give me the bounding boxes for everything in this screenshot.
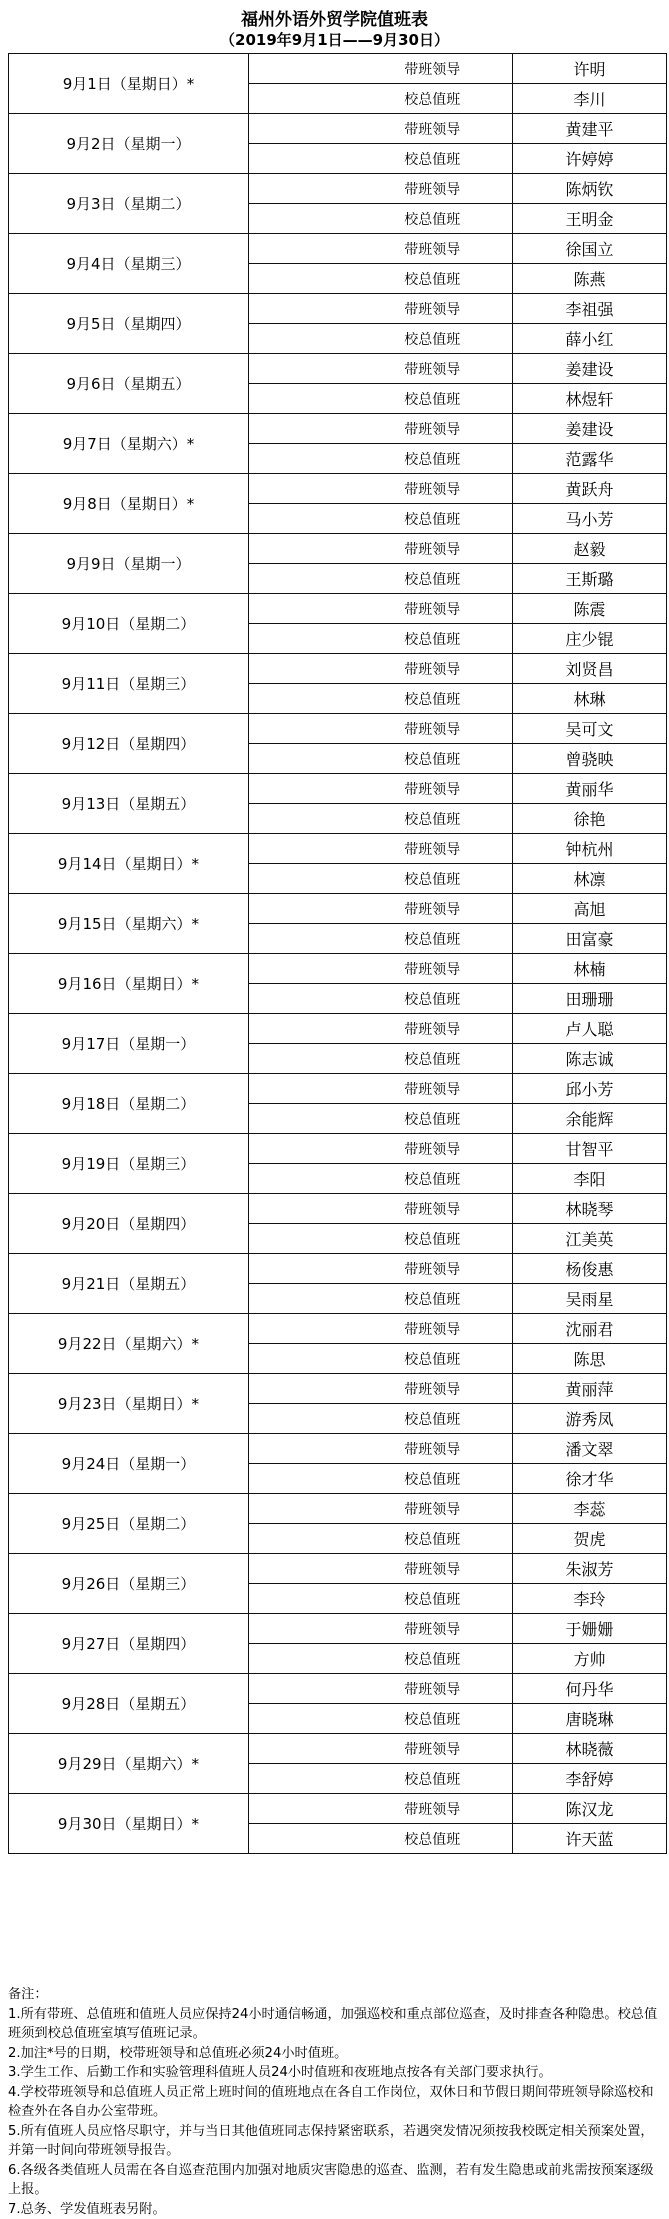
note-item: 6.各级各类值班人员需在各自巡查范围内加强对地质灾害隐患的巡查、监测，若有发生隐患或前兆需按预案逐级上报。 <box>8 2161 662 2200</box>
duty-row-lead <box>9 594 667 624</box>
role-cell-lead: 带班领导 <box>353 1194 513 1224</box>
lead-name-cell: 徐国立 <box>513 234 667 264</box>
role-cell-lead: 带班领导 <box>353 594 513 624</box>
role-cell-lead: 带班领导 <box>353 1734 513 1764</box>
duty-row-lead <box>9 774 667 804</box>
notes-heading: 备注： <box>8 1985 662 2005</box>
date-cell: 9月3日（星期二） <box>9 174 249 234</box>
spacer-cell <box>249 1344 353 1374</box>
role-cell-duty: 校总值班 <box>353 1524 513 1554</box>
role-cell-duty: 校总值班 <box>353 1044 513 1074</box>
lead-name-cell: 陈炳钦 <box>513 174 667 204</box>
duty-name-cell: 李玲 <box>513 1584 667 1614</box>
role-cell-lead: 带班领导 <box>353 894 513 924</box>
duty-name-cell: 徐艳 <box>513 804 667 834</box>
duty-row-lead <box>9 1434 667 1464</box>
date-cell: 9月11日（星期三） <box>9 654 249 714</box>
spacer-cell <box>249 924 353 954</box>
role-cell-lead: 带班领导 <box>353 294 513 324</box>
duty-name-cell: 许天蓝 <box>513 1824 667 1854</box>
spacer-cell <box>249 594 353 624</box>
duty-name-cell: 李川 <box>513 84 667 114</box>
role-cell-lead: 带班领导 <box>353 834 513 864</box>
lead-name-cell: 钟杭州 <box>513 834 667 864</box>
date-cell: 9月28日（星期五） <box>9 1674 249 1734</box>
lead-name-cell: 沈丽君 <box>513 1314 667 1344</box>
spacer-cell <box>249 1164 353 1194</box>
duty-table-body <box>9 54 667 1854</box>
spacer-cell <box>249 1554 353 1584</box>
duty-row-lead <box>9 714 667 744</box>
lead-name-cell: 黄丽华 <box>513 774 667 804</box>
spacer-cell <box>249 1794 353 1824</box>
role-cell-duty: 校总值班 <box>353 744 513 774</box>
role-cell-lead: 带班领导 <box>353 1374 513 1404</box>
role-cell-duty: 校总值班 <box>353 444 513 474</box>
date-cell: 9月13日（星期五） <box>9 774 249 834</box>
role-cell-duty: 校总值班 <box>353 924 513 954</box>
role-cell-duty: 校总值班 <box>353 1764 513 1794</box>
spacer-cell <box>249 1734 353 1764</box>
duty-row-lead <box>9 1374 667 1404</box>
spacer-cell <box>249 264 353 294</box>
spacer-cell <box>249 114 353 144</box>
duty-row-lead <box>9 354 667 384</box>
duty-row-lead <box>9 54 667 84</box>
date-cell: 9月1日（星期日）* <box>9 54 249 114</box>
role-cell-duty: 校总值班 <box>353 1824 513 1854</box>
note-item: 7.总务、学发值班表另附。 <box>8 2200 662 2219</box>
role-cell-duty: 校总值班 <box>353 1404 513 1434</box>
role-cell-duty: 校总值班 <box>353 684 513 714</box>
date-cell: 9月12日（星期四） <box>9 714 249 774</box>
lead-name-cell: 黄建平 <box>513 114 667 144</box>
spacer-cell <box>249 1254 353 1284</box>
role-cell-lead: 带班领导 <box>353 714 513 744</box>
spacer-cell <box>249 774 353 804</box>
spacer-cell <box>249 1644 353 1674</box>
page-title: 福州外语外贸学院值班表 <box>0 10 669 30</box>
lead-name-cell: 姜建设 <box>513 354 667 384</box>
duty-row-lead <box>9 1554 667 1584</box>
duty-name-cell: 江美英 <box>513 1224 667 1254</box>
role-cell-duty: 校总值班 <box>353 1344 513 1374</box>
date-cell: 9月22日（星期六）* <box>9 1314 249 1374</box>
duty-name-cell: 王斯璐 <box>513 564 667 594</box>
lead-name-cell: 高旭 <box>513 894 667 924</box>
lead-name-cell: 于姗姗 <box>513 1614 667 1644</box>
duty-row-lead <box>9 1134 667 1164</box>
spacer-cell <box>249 1434 353 1464</box>
lead-name-cell: 甘智平 <box>513 1134 667 1164</box>
duty-name-cell: 贺虎 <box>513 1524 667 1554</box>
date-cell: 9月24日（星期一） <box>9 1434 249 1494</box>
role-cell-lead: 带班领导 <box>353 1014 513 1044</box>
role-cell-lead: 带班领导 <box>353 54 513 84</box>
spacer-cell <box>249 1824 353 1854</box>
role-cell-lead: 带班领导 <box>353 954 513 984</box>
spacer-cell <box>249 474 353 504</box>
spacer-cell <box>249 1044 353 1074</box>
role-cell-duty: 校总值班 <box>353 624 513 654</box>
spacer-cell <box>249 654 353 684</box>
role-cell-duty: 校总值班 <box>353 1164 513 1194</box>
date-cell: 9月25日（星期二） <box>9 1494 249 1554</box>
date-cell: 9月7日（星期六）* <box>9 414 249 474</box>
spacer-cell <box>249 1104 353 1134</box>
role-cell-duty: 校总值班 <box>353 1464 513 1494</box>
spacer-cell <box>249 1674 353 1704</box>
role-cell-duty: 校总值班 <box>353 1224 513 1254</box>
spacer-cell <box>249 84 353 114</box>
spacer-cell <box>249 1614 353 1644</box>
duty-name-cell: 曾骁映 <box>513 744 667 774</box>
role-cell-duty: 校总值班 <box>353 204 513 234</box>
spacer-cell <box>249 984 353 1014</box>
role-cell-duty: 校总值班 <box>353 564 513 594</box>
note-item: 2.加注*号的日期，校带班领导和总值班必须24小时值班。 <box>8 2044 662 2064</box>
date-cell: 9月8日（星期日）* <box>9 474 249 534</box>
duty-row-lead <box>9 1494 667 1524</box>
spacer-cell <box>249 1524 353 1554</box>
duty-name-cell: 李阳 <box>513 1164 667 1194</box>
duty-row-lead <box>9 1614 667 1644</box>
duty-name-cell: 徐才华 <box>513 1464 667 1494</box>
note-item: 4.学校带班领导和总值班人员正常上班时间的值班地点在各自工作岗位，双休日和节假日期间带班领导除巡校和检查外在各自办公室带班。 <box>8 2083 662 2122</box>
role-cell-lead: 带班领导 <box>353 654 513 684</box>
spacer-cell <box>249 504 353 534</box>
date-cell: 9月21日（星期五） <box>9 1254 249 1314</box>
notes-section <box>8 1985 662 2219</box>
role-cell-duty: 校总值班 <box>353 144 513 174</box>
date-cell: 9月14日（星期日）* <box>9 834 249 894</box>
spacer-cell <box>249 1584 353 1614</box>
role-cell-lead: 带班领导 <box>353 1614 513 1644</box>
lead-name-cell: 杨俊惠 <box>513 1254 667 1284</box>
duty-row-lead <box>9 1314 667 1344</box>
date-cell: 9月15日（星期六）* <box>9 894 249 954</box>
lead-name-cell: 许明 <box>513 54 667 84</box>
spacer-cell <box>249 894 353 924</box>
duty-row-lead <box>9 1194 667 1224</box>
duty-name-cell: 陈思 <box>513 1344 667 1374</box>
note-item: 1.所有带班、总值班和值班人员应保持24小时通信畅通，加强巡校和重点部位巡查，及时排查各种隐患。校总值班须到校总值班室填写值班记录。 <box>8 2005 662 2044</box>
spacer-cell <box>249 324 353 354</box>
lead-name-cell: 陈汉龙 <box>513 1794 667 1824</box>
date-cell: 9月2日（星期一） <box>9 114 249 174</box>
duty-name-cell: 范露华 <box>513 444 667 474</box>
role-cell-lead: 带班领导 <box>353 1314 513 1344</box>
date-cell: 9月29日（星期六）* <box>9 1734 249 1794</box>
lead-name-cell: 姜建设 <box>513 414 667 444</box>
lead-name-cell: 卢人聪 <box>513 1014 667 1044</box>
date-cell: 9月10日（星期二） <box>9 594 249 654</box>
role-cell-lead: 带班领导 <box>353 1554 513 1584</box>
spacer-cell <box>249 1764 353 1794</box>
duty-row-lead <box>9 294 667 324</box>
spacer-cell <box>249 54 353 84</box>
note-item: 3.学生工作、后勤工作和实验管理科值班人员24小时值班和夜班地点按各有关部门要求执行。 <box>8 2063 662 2083</box>
role-cell-lead: 带班领导 <box>353 774 513 804</box>
spacer-cell <box>249 534 353 564</box>
date-cell: 9月19日（星期三） <box>9 1134 249 1194</box>
duty-row-lead <box>9 954 667 984</box>
spacer-cell <box>249 1074 353 1104</box>
role-cell-lead: 带班领导 <box>353 174 513 204</box>
spacer-cell <box>249 1134 353 1164</box>
duty-name-cell: 庄少锟 <box>513 624 667 654</box>
duty-row-lead <box>9 1794 667 1824</box>
lead-name-cell: 林楠 <box>513 954 667 984</box>
role-cell-lead: 带班领导 <box>353 1254 513 1284</box>
duty-name-cell: 林煜轩 <box>513 384 667 414</box>
role-cell-duty: 校总值班 <box>353 1284 513 1314</box>
duty-name-cell: 马小芳 <box>513 504 667 534</box>
spacer-cell <box>249 414 353 444</box>
duty-name-cell: 田珊珊 <box>513 984 667 1014</box>
role-cell-lead: 带班领导 <box>353 1494 513 1524</box>
duty-name-cell: 余能辉 <box>513 1104 667 1134</box>
spacer-cell <box>249 1014 353 1044</box>
spacer-cell <box>249 804 353 834</box>
lead-name-cell: 李蕊 <box>513 1494 667 1524</box>
spacer-cell <box>249 1374 353 1404</box>
duty-name-cell: 林凛 <box>513 864 667 894</box>
spacer-cell <box>249 624 353 654</box>
date-cell: 9月4日（星期三） <box>9 234 249 294</box>
lead-name-cell: 黄丽萍 <box>513 1374 667 1404</box>
date-cell: 9月16日（星期日）* <box>9 954 249 1014</box>
duty-table <box>8 53 667 1854</box>
duty-row-lead <box>9 1674 667 1704</box>
spacer-cell <box>249 204 353 234</box>
role-cell-duty: 校总值班 <box>353 1104 513 1134</box>
duty-row-lead <box>9 1254 667 1284</box>
role-cell-duty: 校总值班 <box>353 324 513 354</box>
date-cell: 9月23日（星期日）* <box>9 1374 249 1434</box>
role-cell-duty: 校总值班 <box>353 1584 513 1614</box>
spacer-cell <box>249 744 353 774</box>
role-cell-duty: 校总值班 <box>353 984 513 1014</box>
role-cell-duty: 校总值班 <box>353 1644 513 1674</box>
spacer-cell <box>249 294 353 324</box>
role-cell-lead: 带班领导 <box>353 1134 513 1164</box>
duty-row-lead <box>9 654 667 684</box>
duty-name-cell: 田富豪 <box>513 924 667 954</box>
date-cell: 9月6日（星期五） <box>9 354 249 414</box>
role-cell-lead: 带班领导 <box>353 1434 513 1464</box>
lead-name-cell: 朱淑芳 <box>513 1554 667 1584</box>
role-cell-duty: 校总值班 <box>353 264 513 294</box>
role-cell-lead: 带班领导 <box>353 534 513 564</box>
spacer-cell <box>249 1224 353 1254</box>
lead-name-cell: 林晓薇 <box>513 1734 667 1764</box>
date-cell: 9月26日（星期三） <box>9 1554 249 1614</box>
role-cell-duty: 校总值班 <box>353 804 513 834</box>
date-cell: 9月17日（星期一） <box>9 1014 249 1074</box>
duty-row-lead <box>9 174 667 204</box>
role-cell-duty: 校总值班 <box>353 84 513 114</box>
role-cell-lead: 带班领导 <box>353 234 513 264</box>
duty-row-lead <box>9 1074 667 1104</box>
spacer-cell <box>249 144 353 174</box>
spacer-cell <box>249 1314 353 1344</box>
lead-name-cell: 何丹华 <box>513 1674 667 1704</box>
spacer-cell <box>249 864 353 894</box>
lead-name-cell: 黄跃舟 <box>513 474 667 504</box>
role-cell-duty: 校总值班 <box>353 384 513 414</box>
lead-name-cell: 李祖强 <box>513 294 667 324</box>
role-cell-lead: 带班领导 <box>353 414 513 444</box>
lead-name-cell: 潘文翠 <box>513 1434 667 1464</box>
page-subtitle: （2019年9月1日——9月30日） <box>0 30 669 50</box>
date-cell: 9月18日（星期二） <box>9 1074 249 1134</box>
duty-row-lead <box>9 834 667 864</box>
lead-name-cell: 赵毅 <box>513 534 667 564</box>
role-cell-lead: 带班领导 <box>353 1074 513 1104</box>
spacer-cell <box>249 834 353 864</box>
spacer-cell <box>249 234 353 264</box>
lead-name-cell: 刘贤昌 <box>513 654 667 684</box>
date-cell: 9月30日（星期日）* <box>9 1794 249 1854</box>
role-cell-duty: 校总值班 <box>353 504 513 534</box>
lead-name-cell: 陈震 <box>513 594 667 624</box>
lead-name-cell: 邱小芳 <box>513 1074 667 1104</box>
duty-name-cell: 林琳 <box>513 684 667 714</box>
date-cell: 9月20日（星期四） <box>9 1194 249 1254</box>
duty-name-cell: 李舒婷 <box>513 1764 667 1794</box>
duty-name-cell: 方帅 <box>513 1644 667 1674</box>
lead-name-cell: 吴可文 <box>513 714 667 744</box>
duty-name-cell: 王明金 <box>513 204 667 234</box>
spacer-cell <box>249 174 353 204</box>
spacer-cell <box>249 714 353 744</box>
duty-name-cell: 吴雨星 <box>513 1284 667 1314</box>
spacer-cell <box>249 1194 353 1224</box>
duty-row-lead <box>9 1014 667 1044</box>
duty-row-lead <box>9 114 667 144</box>
spacer-cell <box>249 354 353 384</box>
duty-name-cell: 陈志诚 <box>513 1044 667 1074</box>
duty-name-cell: 游秀凤 <box>513 1404 667 1434</box>
spacer-cell <box>249 954 353 984</box>
date-cell: 9月5日（星期四） <box>9 294 249 354</box>
role-cell-lead: 带班领导 <box>353 474 513 504</box>
lead-name-cell: 林晓琴 <box>513 1194 667 1224</box>
spacer-cell <box>249 1464 353 1494</box>
duty-name-cell: 唐晓琳 <box>513 1704 667 1734</box>
role-cell-lead: 带班领导 <box>353 354 513 384</box>
duty-row-lead <box>9 414 667 444</box>
spacer-cell <box>249 1404 353 1434</box>
spacer-cell <box>249 1284 353 1314</box>
spacer-cell <box>249 384 353 414</box>
role-cell-lead: 带班领导 <box>353 1794 513 1824</box>
spacer-cell <box>249 1494 353 1524</box>
duty-row-lead <box>9 894 667 924</box>
duty-name-cell: 许婷婷 <box>513 144 667 174</box>
role-cell-lead: 带班领导 <box>353 114 513 144</box>
date-cell: 9月9日（星期一） <box>9 534 249 594</box>
role-cell-duty: 校总值班 <box>353 1704 513 1734</box>
note-item: 5.所有值班人员应恪尽职守，并与当日其他值班同志保持紧密联系，若遇突发情况须按我校既定相关预案处置，并第一时间向带班领导报告。 <box>8 2122 662 2161</box>
duty-row-lead <box>9 1734 667 1764</box>
duty-row-lead <box>9 474 667 504</box>
duty-name-cell: 薛小红 <box>513 324 667 354</box>
role-cell-duty: 校总值班 <box>353 864 513 894</box>
spacer-cell <box>249 564 353 594</box>
duty-row-lead <box>9 234 667 264</box>
duty-row-lead <box>9 534 667 564</box>
spacer-cell <box>249 684 353 714</box>
role-cell-lead: 带班领导 <box>353 1674 513 1704</box>
spacer-cell <box>249 1704 353 1734</box>
duty-name-cell: 陈燕 <box>513 264 667 294</box>
date-cell: 9月27日（星期四） <box>9 1614 249 1674</box>
spacer-cell <box>249 444 353 474</box>
